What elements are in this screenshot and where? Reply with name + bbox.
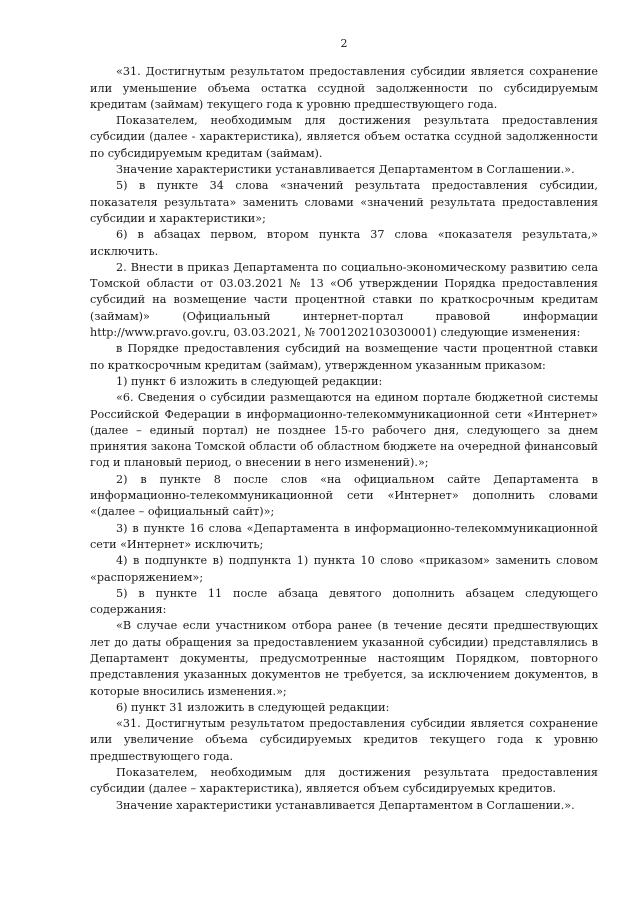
- paragraph: Значение характеристики устанавливается Департаментом в Соглашении.».: [116, 798, 575, 812]
- paragraph: 3) в пункте 16 слова «Департамента в информационно-телекоммуникационной сети «Интернет» исключить;: [90, 521, 598, 551]
- paragraph: 5) в пункте 34 слова «значений результата предоставления субсидии, показателя результата» заменить словами «значений результата предоставления субсидии и характеристики»;: [90, 179, 598, 225]
- paragraph: 6) пункт 31 изложить в следующей редакции:: [116, 700, 390, 714]
- paragraph: «31. Достигнутым результатом предоставления субсидии является сохранение или уменьшение объема остатка ссудной задолженности по субсидируемым кредитам (займам) текущего года к уровню предшествующего года.: [90, 65, 598, 111]
- page-number: 2: [340, 37, 348, 50]
- paragraph: 6) в абзацах первом, втором пункта 37 слова «показателя результата,» исключить.: [90, 228, 598, 258]
- paragraph: Показателем, необходимым для достижения результата предоставления субсидии (далее – характеристика), является объем субсидируемых кредитов.: [90, 766, 598, 796]
- paragraph: «31. Достигнутым результатом предоставления субсидии является сохранение или увеличение объема субсидируемых кредитов текущего года к уровню предшествующего года.: [90, 717, 598, 763]
- paragraph: «В случае если участником отбора ранее (в течение десяти предшествующих лет до даты обращения за предоставлением указанной субсидии) представлялись в Департамент документы, предусмотренные настоящим Порядком, повторного представления указанных документов не требуется, за исключением документов, в которые вносились изменения.»;: [90, 619, 598, 698]
- paragraph: Показателем, необходимым для достижения результата предоставления субсидии (далее - характеристика), является объем остатка ссудной задолженности по субсидируемым кредитам (займам).: [90, 114, 598, 160]
- paragraph: 4) в подпункте в) подпункта 1) пункта 10 слово «приказом» заменить словом «распоряжением»;: [90, 554, 598, 584]
- paragraph: Значение характеристики устанавливается Департаментом в Соглашении.».: [116, 163, 575, 177]
- paragraph: 2. Внести в приказ Департамента по социально-экономическому развитию села Томской области от 03.03.2021 № 13 «Об утверждении Порядка предоставления субсидий на возмещение части процентной ставки по краткосрочным кредитам (займам)» (Официальный интернет-портал правовой информации http://www.pravo.gov.ru, 03.03.2021, № 7001202103030001) следующие изменения:: [90, 260, 598, 340]
- paragraph: 1) пункт 6 изложить в следующей редакции:: [116, 374, 383, 388]
- paragraph: в Порядке предоставления субсидий на возмещение части процентной ставки по краткосрочным кредитам (займам), утвержденном указанным приказом:: [90, 342, 598, 372]
- paragraph: «6. Сведения о субсидии размещаются на едином портале бюджетной системы Российской Федерации в информационно-телекоммуникационной сети «Интернет» (далее – единый портал) не позднее 15-го рабочего дня, следующего за днем принятия закона Томской области об областном бюджете на очередной финансовый год и плановый период, о внесении в него изменений).»;: [90, 391, 598, 470]
- document-body: [90, 64, 598, 814]
- paragraph: 5) в пункте 11 после абзаца девятого дополнить абзацем следующего содержания:: [90, 586, 598, 617]
- paragraph: 2) в пункте 8 после слов «на официальном сайте Департамента в информационно-телекоммуникационной сети «Интернет» дополнить словами «(далее – официальный сайт)»;: [90, 472, 598, 519]
